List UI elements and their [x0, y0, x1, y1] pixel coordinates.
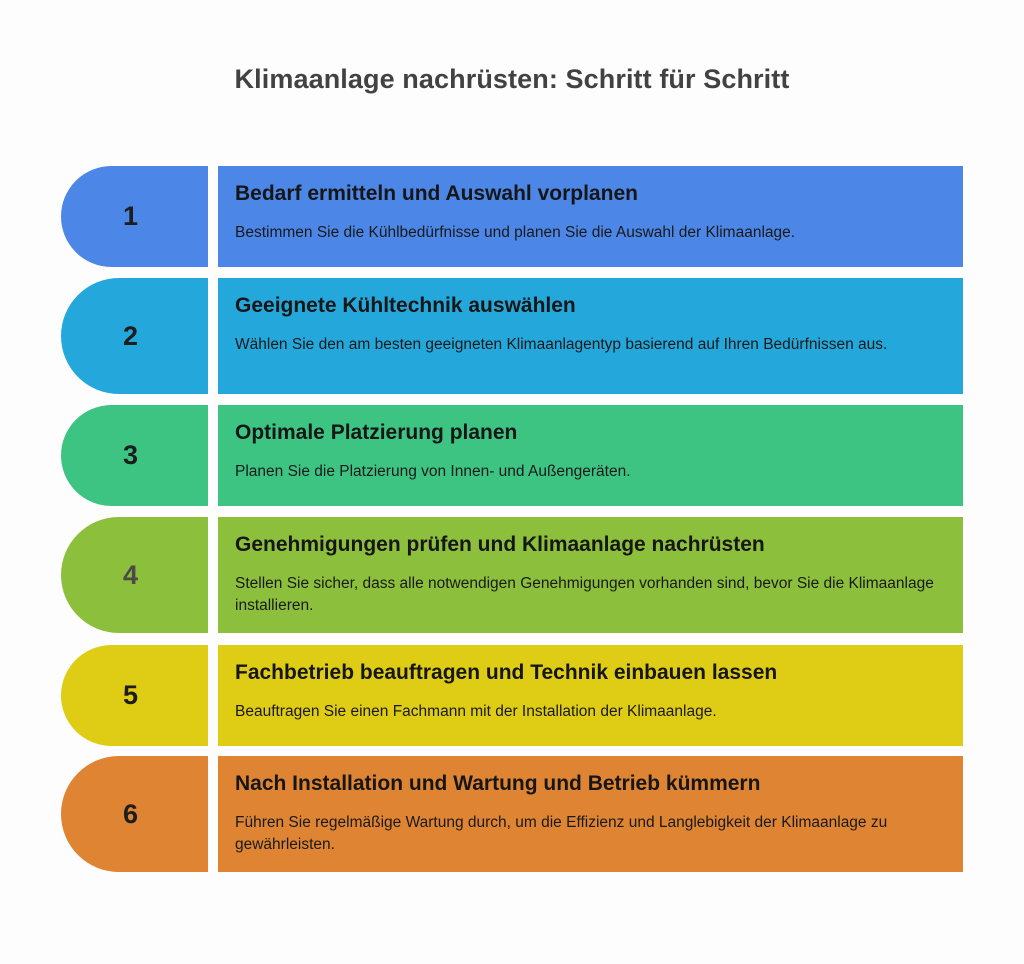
step-number: 1: [122, 201, 139, 231]
step-number: 5: [122, 680, 139, 710]
page-title: Klimaanlage nachrüsten: Schritt für Schritt: [234, 64, 790, 94]
step-heading: Geeignete Kühltechnik auswählen: [235, 294, 576, 317]
step-4: [0, 517, 1024, 633]
step-panel: [218, 645, 963, 746]
step-number: 2: [122, 320, 139, 351]
step-panel: [218, 166, 963, 267]
step-panel: [218, 278, 963, 394]
step-3: [0, 405, 1024, 506]
step-description: Stellen Sie sicher, dass alle notwendigen Genehmigungen vorhanden sind, bevor Sie die Klimaanlage installieren.: [235, 575, 934, 614]
step-number-badge: [61, 166, 208, 267]
step-description: Beauftragen Sie einen Fachmann mit der Installation der Klimaanlage.: [235, 703, 717, 720]
step-heading: Bedarf ermitteln und Auswahl vorplanen: [235, 182, 638, 205]
step-number-badge: [61, 756, 208, 872]
step-heading: Fachbetrieb beauftragen und Technik einbauen lassen: [235, 661, 778, 684]
step-number: 3: [122, 440, 139, 470]
step-heading: Optimale Platzierung planen: [235, 421, 518, 444]
step-description: Wählen Sie den am besten geeigneten Klimaanlagentyp basierend auf Ihren Bedürfnissen aus.: [235, 336, 888, 353]
step-number: 6: [122, 798, 139, 829]
step-number-badge: [61, 517, 208, 633]
step-number-badge: [61, 405, 208, 506]
step-number-badge: [61, 645, 208, 746]
step-number: 4: [122, 559, 139, 590]
step-1: [0, 166, 1024, 267]
step-heading: Genehmigungen prüfen und Klimaanlage nachrüsten: [235, 533, 765, 556]
step-6: [0, 756, 1024, 872]
step-description: Planen Sie die Platzierung von Innen- und Außengeräten.: [235, 463, 631, 480]
step-panel: [218, 517, 963, 633]
step-2: [0, 278, 1024, 394]
step-description: Führen Sie regelmäßige Wartung durch, um die Effizienz und Langlebigkeit der Klimaanlage zu gewährleisten.: [235, 814, 888, 853]
step-panel: [218, 405, 963, 506]
step-number-badge: [61, 278, 208, 394]
step-5: [0, 645, 1024, 746]
step-heading: Nach Installation und Wartung und Betrieb kümmern: [235, 772, 761, 795]
step-description: Bestimmen Sie die Kühlbedürfnisse und planen Sie die Auswahl der Klimaanlage.: [235, 224, 796, 241]
step-panel: [218, 756, 963, 872]
